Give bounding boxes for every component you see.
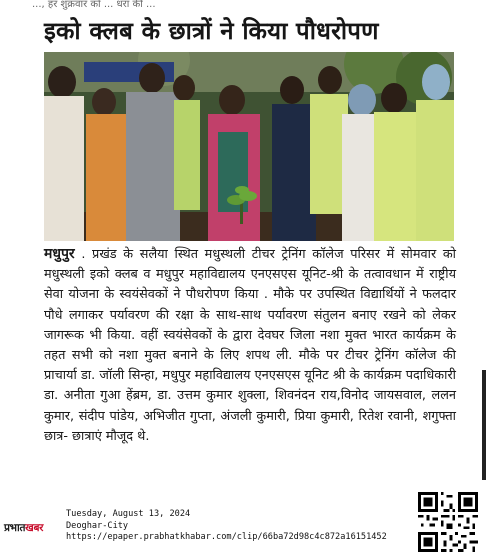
article-body — [44, 244, 456, 490]
logo-text-b: खबर — [25, 522, 44, 534]
top-cut-text: ..., हर शुक्रवार को ... धरा की ... — [32, 0, 156, 10]
logo-text-a: प्रभात — [4, 522, 26, 534]
column-rule — [482, 370, 486, 480]
prabhat-khabar-logo — [4, 520, 60, 536]
news-photo — [44, 52, 454, 241]
qr-code-icon[interactable] — [418, 492, 478, 552]
article-text: . प्रखंड के सलैया स्थित मधुस्थली टीचर ट्रेनिंग कॉलेज परिसर में सोमवार को मधुस्थली इको क्लब व मधुपुर महाविद्यालय एनएसएस यूनिट-श्री के तत्वावधान में राष्ट्रीय सेवा योजना के स्वयंसेवकों ने पौधरोपण किया . मौके पर उपस्थित विद्यार्थियों ने फलदार पौधे लगाकर पर्यावरण की रक्षा के साथ-साथ पर्यावरण संतुलन बनाए रखने को लेकर जागरूक भी किया. वहीं स्वयंसेवकों के द्वारा देवघर जिला नशा मुक्त भारत कार्यक्रम के तहत सभी को नशा मुक्त बनाने के लिए शपथ ली. मौके पर टीचर ट्रेनिंग कॉलेज की प्राचार्या डा. जॉली सिन्हा, मधुपुर महाविद्यालय एनएसएस यूनिट श्री के कार्यक्रम पदाधिकारी डा. अनीता गुआ हेंब्रम, डा. उत्तम कुमार शुक्ला, शिवनंदन राय,विनोद जायसवाल, ललन कुमार, संदीप पांडेय, अभिजीत गुप्ता, अंजली कुमारी, प्रिया कुमारी, रितेश रवानी, शगुफ्ता छात्र- छात्राएं मौजूद थे. — [44, 247, 456, 444]
clip-date: Tuesday, August 13, 2024 — [66, 509, 191, 519]
photo-tree-planting-icon — [44, 52, 454, 241]
dateline: मधुपुर — [44, 246, 75, 262]
clip-edition: Deoghar-City — [66, 520, 129, 531]
clip-meta — [66, 509, 406, 544]
clip-url[interactable]: https://epaper.prabhatkhabar.com/clip/66ba72d98c4c872a16151452 — [66, 532, 387, 542]
headline: इको क्लब के छात्रों ने किया पौधरोपण — [44, 17, 379, 45]
footer — [0, 498, 488, 556]
